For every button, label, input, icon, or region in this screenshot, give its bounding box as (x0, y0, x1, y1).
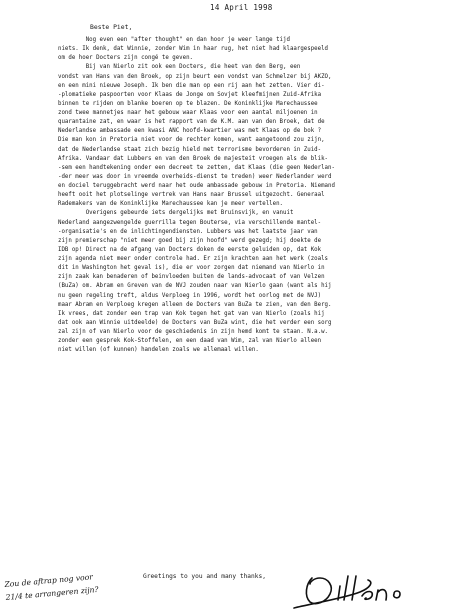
letter-line: en een mini nieuwe Joseph. Ik ben die man op een rij aan het zetten. Vier di- (58, 82, 325, 89)
letter-line: zijn premierschap "niet meer goed bij zijn hoofd" werd gezegd; hij doekte de (58, 237, 322, 244)
handwritten-signature (290, 568, 425, 612)
letter-line: zond twee mannetjes naar het gebouw waar Klaas voor een aantal miljoenen in (58, 110, 318, 116)
letter-line: -der meer was door in vreemde overheids-dienst te treden) weer Nederlander werd (58, 173, 332, 180)
margin-note-line: 21/4 te arrangeren zijn? (5, 584, 99, 602)
letter-line: -organisatie's en de inlichtingendiensten. Lubbers was het laatste jaar van (58, 228, 318, 235)
letter-line: -sem een handtekening onder een decreet te zetten, dat Klaas (die geen Nederlan- (58, 164, 335, 171)
letter-closing: Greetings to you and many thanks, (143, 573, 266, 580)
letter-line: binnen te rijden om blanke boeren op te blazen. De Koninklijke Marechaussee (58, 100, 318, 107)
handwritten-margin-note (4, 565, 157, 614)
letter-line: niets. Ik denk, dat Winnie, zonder Wim in haar rug, het niet had klaargespeeld (58, 46, 329, 53)
letter-line: IDB op! Direct na de afgang van Docters doken de eerste geluiden op, dat Kok (58, 246, 322, 253)
letter-line: nu geen regeling treft, aldus Verploeg in 1996, wordt het oorlog met de NVJ) (58, 292, 322, 299)
letter-line: -plomatieke paspoorten voor Klaas de Jonge om Sovjet kleefmijnen Zuid-Afrika (58, 91, 322, 98)
letter-line: zonder een gesprek Kok-Stoffelen, en een daad van Wim, zal van Nierlo alleen (58, 338, 322, 345)
margin-note-line: Zou de aftrap nog voor (4, 572, 94, 589)
letter-line: om de hoer Docters zijn congé te geven. (58, 55, 194, 62)
letter-line: Nederlandse ambassade een kwasi ANC hoofd-kwartier was met Klaas op de bok ? (58, 128, 322, 135)
letter-line: dat ook aan Winnie uitdeelde) de Docters van BuZa wint, die het verder een sorg (58, 319, 332, 326)
letter-line: quarantaine zat, en waar is het rapport van de K.M. aan van den Broek, dat de (58, 119, 325, 126)
letter-greeting: Beste Piet, (90, 23, 133, 31)
letter-line: Afrika. Vandaar dat Lubbers en van den Broek de majesteit vroegen als de blik- (58, 155, 329, 162)
letter-line: zijn agenda niet meer onder controle had. Er zijn krachten aan het werk (zoals (58, 256, 329, 262)
letter-line: Nog even een "after thought" en dan hoor je weer lange tijd (58, 37, 290, 43)
letter-line: niet willen (of kunnen) handelen zoals we allemaal willen. (58, 347, 259, 354)
letter-line: Bij van Nierlo zit ook een Docters, die heet van den Berg, een (58, 64, 301, 71)
letter-date: 14 April 1998 (210, 3, 273, 12)
letter-line: vondst van Hans van den Broek, op zijn beurt een vondst van Schmelzer bij AKZO, (58, 73, 332, 80)
letter-body (58, 36, 443, 355)
letter-line: maar Abram en Verploeg kregen alleen de Docters van BuZa te zien, van den Berg. (58, 301, 332, 308)
letter-line: heeft ooit het plotselinge vertrek van Hans naar Brussel uitgezocht. Generaal (58, 192, 325, 199)
letter-line: zal zijn of van Nierlo voor de geschiedenis in zijn hemd komt te staan. N.a.w. (58, 329, 329, 335)
letter-line: Rademakers van de Koninklijke Marechaussee kan je meer vertellen. (58, 201, 284, 208)
letter-line: en dociel teruggebracht werd naar het oude ambassade gebouw in Pretoria. Niemand (58, 183, 335, 189)
letter-line: Overigens gebeurde iets dergelijks met Bruinsvijk, en vanuit (58, 210, 294, 217)
letter-line: dit in Washington het geval is), die er voor zorgen dat niemand van Nierlo in (58, 265, 325, 272)
letter-line: Die man kon in Pretoria niet voor de rechter komen, want aangetoond zou zijn, (58, 137, 325, 144)
letter-line: dat de Nederlandse staat zich bezig hield met terrorisme bevorderen in Zuid- (58, 146, 322, 153)
letter-line: (BuZa) om. Abram en Greven van de NVJ zouden naar van Nierlo gaan (want als hij (58, 283, 332, 290)
letter-line: Ik vrees, dat zonder een trap van Kok tegen het gat van van Nierlo (zoals hij (58, 310, 325, 317)
letter-line: zijn zaak kan benaderen of beinvloeden buiten de lands-advocaat of van Velzen (58, 274, 325, 281)
letter-line: Nederland aangezwengelde guerrilla tegen Bouterse, via verschillende mantel- (58, 219, 322, 226)
